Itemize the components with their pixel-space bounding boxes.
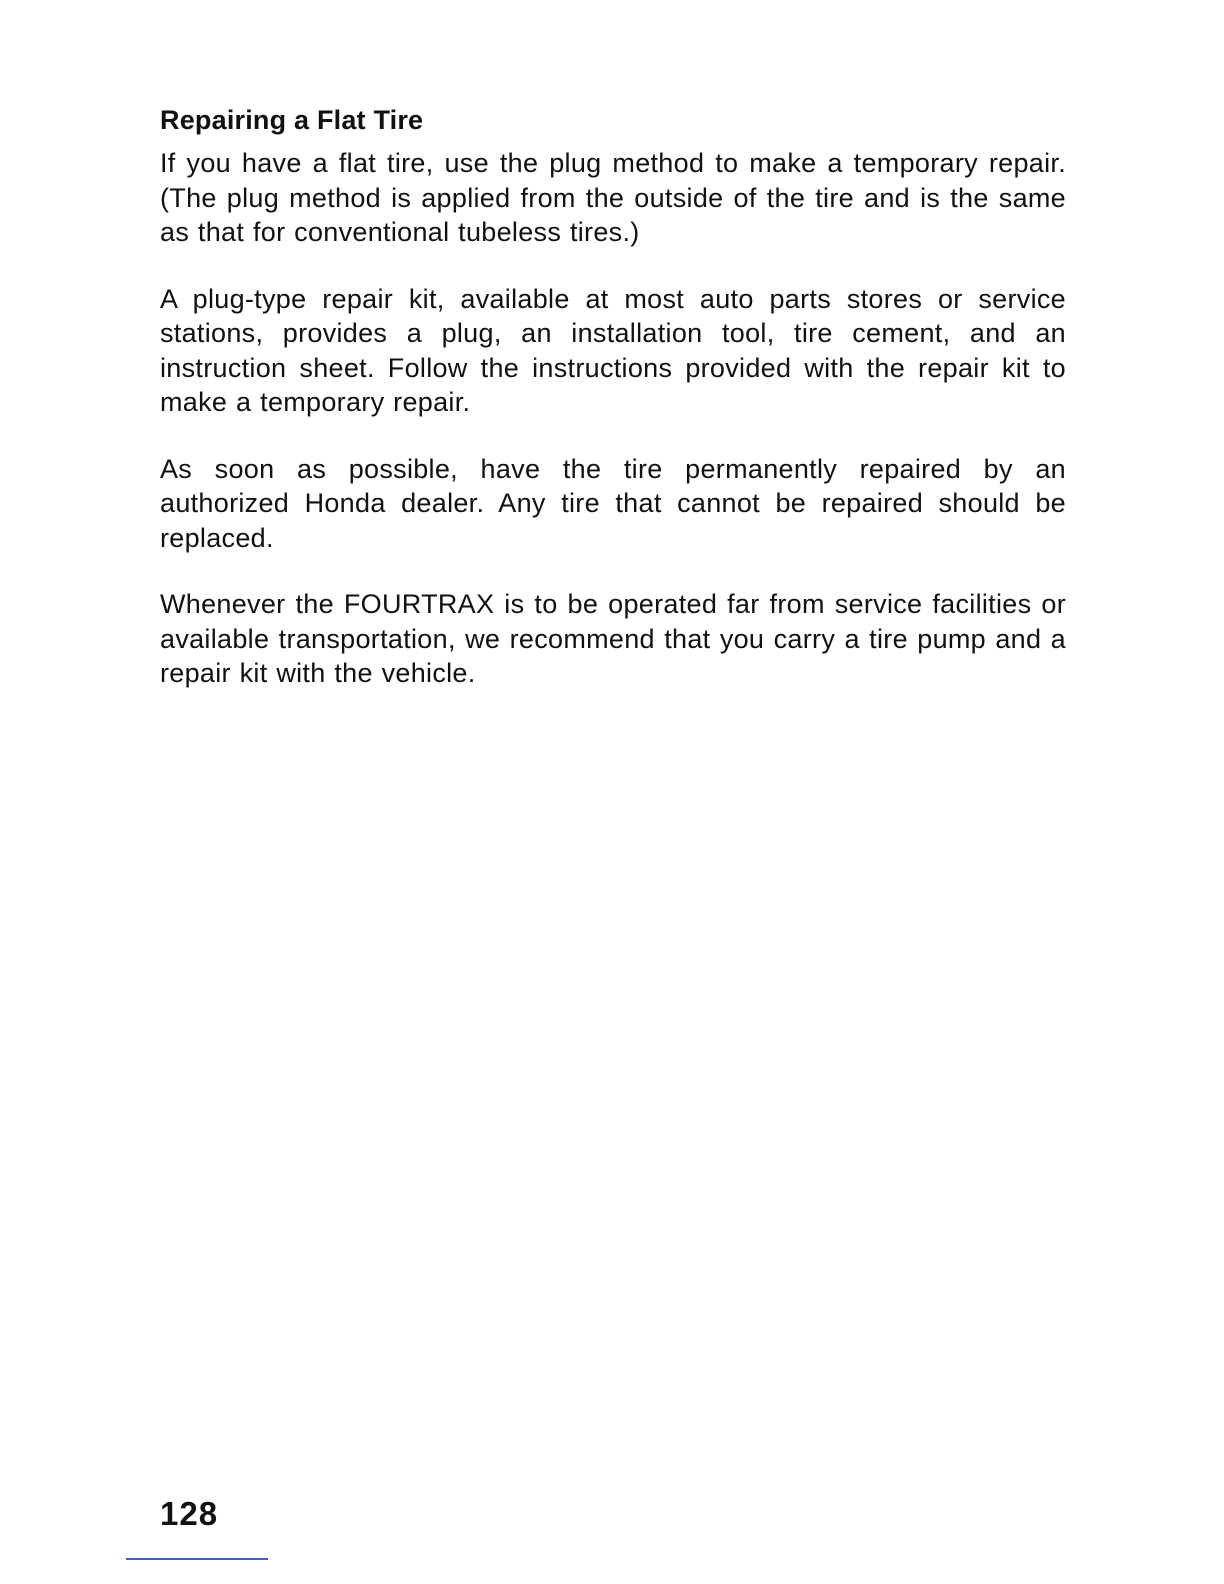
page-number: 128 <box>160 1495 219 1532</box>
paragraph-repair-kit: A plug-type repair kit, available at most auto parts stores or service stations, provides a plug, an installation tool, tire cement, and an instruction sheet. Follow the instructions provided with the repair kit to make a temporary repair. <box>160 283 1066 417</box>
paragraph-permanent-repair: As soon as possible, have the tire permanently repaired by an authorized Honda dealer. Any tire that cannot be repaired should be replaced. <box>160 453 1066 553</box>
section-heading: Repairing a Flat Tire <box>160 105 424 135</box>
page-content <box>160 102 1066 723</box>
paragraph-carry-kit: Whenever the FOURTRAX is to be operated far from service facilities or available transportation, we recommend that you carry a tire pump and a repair kit with the vehicle. <box>160 589 1066 688</box>
paragraph-flat-tire-plug-method: If you have a flat tire, use the plug method to make a temporary repair. (The plug method is applied from the outside of the tire and is the same as that for conventional tubeless tires.) <box>160 148 1066 247</box>
footer-rule <box>126 1558 268 1560</box>
